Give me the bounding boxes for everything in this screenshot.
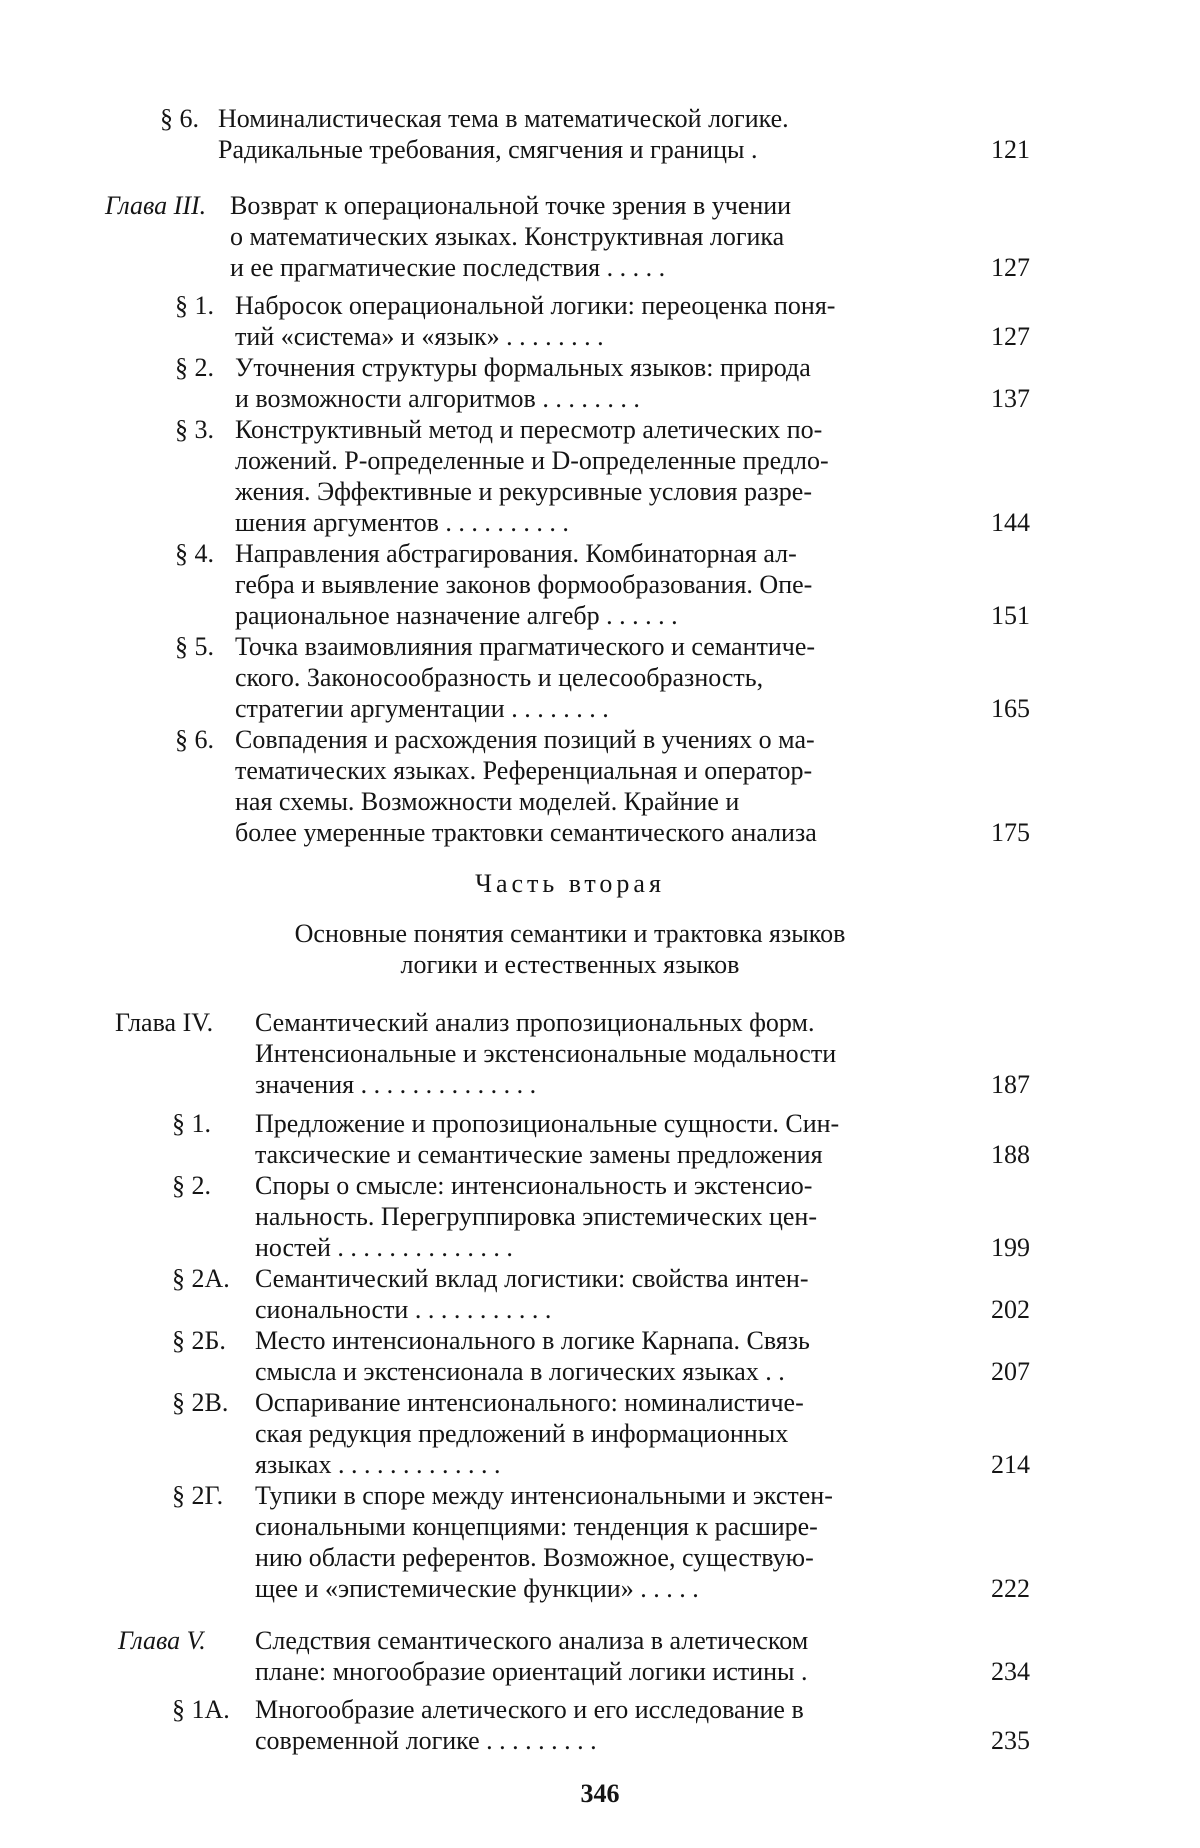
section-sign: § 3. <box>175 415 214 444</box>
page-ref: 199 <box>991 1233 1030 1262</box>
section-sign: § 1. <box>175 291 214 320</box>
section-title-line: жения. Эффективные и рекурсивные условия разре- <box>235 477 813 506</box>
section-sign: § 6. <box>160 104 199 133</box>
section-title-line: Набросок операциональной логики: переоценка поня- <box>235 291 836 320</box>
section-title-line: Семантический вклад логистики: свойства интен- <box>255 1264 809 1293</box>
section-title-line: ностей . . . . . . . . . . . . . . <box>255 1233 513 1262</box>
chapter-title-line: Семантический анализ пропозициональных форм. <box>255 1008 815 1037</box>
section-title-line: Радикальные требования, смягчения и границы . <box>218 135 758 164</box>
section-title-line: современной логике . . . . . . . . . <box>255 1726 597 1755</box>
section-sign: § 6. <box>175 725 214 754</box>
part-subtitle-line: логики и естественных языков <box>400 950 740 979</box>
section-title-line: Место интенсионального в логике Карнапа. Связь <box>255 1326 810 1355</box>
section-title-line: Многообразие алетического и его исследование в <box>255 1695 804 1724</box>
section-title-line: таксические и семантические замены предложения <box>255 1140 823 1169</box>
page-ref: 202 <box>991 1295 1030 1324</box>
section-title-line: нию области референтов. Возможное, существую- <box>255 1543 814 1572</box>
section-title-line: более умеренные трактовки семантического анализа <box>235 818 817 847</box>
chapter-label: Глава III. <box>105 191 207 220</box>
section-title-line: тематических языках. Референциальная и оператор- <box>235 756 813 785</box>
section-title-line: сиональности . . . . . . . . . . . <box>255 1295 552 1324</box>
section-sign: § 2Г. <box>172 1481 224 1510</box>
page-ref: 121 <box>991 135 1030 164</box>
section-sign: § 2. <box>172 1171 211 1200</box>
page-number: 346 <box>580 1779 620 1808</box>
section-title-line: Споры о смысле: интенсиональность и экстенсио- <box>255 1171 813 1200</box>
chapter-title-line: плане: многообразие ориентаций логики истины . <box>255 1657 808 1686</box>
page-ref: 127 <box>991 322 1030 351</box>
section-title-line: Направления абстрагирования. Комбинаторная ал- <box>235 539 797 568</box>
section-title-line: Совпадения и расхождения позиций в учениях о ма- <box>235 725 815 754</box>
section-title-line: щее и «эпистемические функции» . . . . . <box>255 1574 699 1603</box>
page-ref: 137 <box>991 384 1030 413</box>
chapter-title-line: Следствия семантического анализа в алетическом <box>255 1626 809 1655</box>
section-title-line: гебра и выявление законов формообразования. Опе- <box>235 570 813 599</box>
section-sign: § 4. <box>175 539 214 568</box>
page-ref: 234 <box>991 1657 1030 1686</box>
page-ref: 151 <box>991 601 1030 630</box>
chapter-title-line: о математических языках. Конструктивная логика <box>230 222 785 251</box>
section-title-line: смысла и экстенсионала в логических языках . . <box>255 1357 785 1386</box>
section-title-line: языках . . . . . . . . . . . . . <box>255 1450 501 1479</box>
section-title-line: Оспаривание интенсионального: номиналистиче- <box>255 1388 804 1417</box>
section-title-line: нальность. Перегруппировка эпистемических цен- <box>255 1202 817 1231</box>
section-title-line: ская редукция предложений в информационных <box>255 1419 789 1448</box>
part-subtitle-line: Основные понятия семантики и трактовка языков <box>294 919 846 948</box>
section-title-line: Уточнения структуры формальных языков: природа <box>235 353 811 382</box>
section-title-line: ложений. P-определенные и D-определенные предло- <box>235 446 829 475</box>
part-title: Часть вторая <box>475 869 665 898</box>
section-title-line: Номиналистическая тема в математической логике. <box>218 104 789 133</box>
chapter-label: Глава V. <box>118 1626 206 1655</box>
section-title-line: ная схемы. Возможности моделей. Крайние и <box>235 787 740 816</box>
section-title-line: сиональными концепциями: тенденция к расшире- <box>255 1512 818 1541</box>
section-sign: § 2Б. <box>172 1326 226 1355</box>
section-title-line: Предложение и пропозициональные сущности. Син- <box>255 1109 840 1138</box>
section-title-line: Конструктивный метод и пересмотр алетических по- <box>235 415 823 444</box>
page-ref: 127 <box>991 253 1030 282</box>
section-title-line: и возможности алгоритмов . . . . . . . . <box>235 384 640 413</box>
section-title-line: ского. Законосообразность и целесообразность, <box>235 663 764 692</box>
chapter-title-line: Возврат к операциональной точке зрения в учении <box>230 191 792 220</box>
page-ref: 214 <box>991 1450 1030 1479</box>
section-sign: § 1А. <box>172 1695 230 1724</box>
page-ref: 144 <box>991 508 1030 537</box>
section-sign: § 1. <box>172 1109 211 1138</box>
section-title-line: шения аргументов . . . . . . . . . . <box>235 508 569 537</box>
page-ref: 207 <box>991 1357 1030 1386</box>
page-ref: 222 <box>991 1574 1030 1603</box>
chapter-label: Глава IV. <box>115 1008 214 1037</box>
section-title-line: стратегии аргументации . . . . . . . . <box>235 694 609 723</box>
page-ref: 235 <box>991 1726 1030 1755</box>
section-title-line: Точка взаимовлияния прагматического и семантиче- <box>235 632 816 661</box>
section-sign: § 5. <box>175 632 214 661</box>
section-title-line: Тупики в споре между интенсиональными и экстен- <box>255 1481 833 1510</box>
page-ref: 187 <box>991 1070 1030 1099</box>
page-ref: 165 <box>991 694 1030 723</box>
chapter-title-line: Интенсиональные и экстенсиональные модальности <box>255 1039 837 1068</box>
page-ref: 175 <box>991 818 1030 847</box>
section-title-line: тий «система» и «язык» . . . . . . . . <box>235 322 604 351</box>
chapter-title-line: значения . . . . . . . . . . . . . . <box>255 1070 537 1099</box>
section-title-line: рациональное назначение алгебр . . . . . . <box>235 601 678 630</box>
section-sign: § 2А. <box>172 1264 230 1293</box>
chapter-title-line: и ее прагматические последствия . . . . . <box>230 253 666 282</box>
section-sign: § 2. <box>175 353 214 382</box>
section-sign: § 2В. <box>172 1388 229 1417</box>
page-ref: 188 <box>991 1140 1030 1169</box>
